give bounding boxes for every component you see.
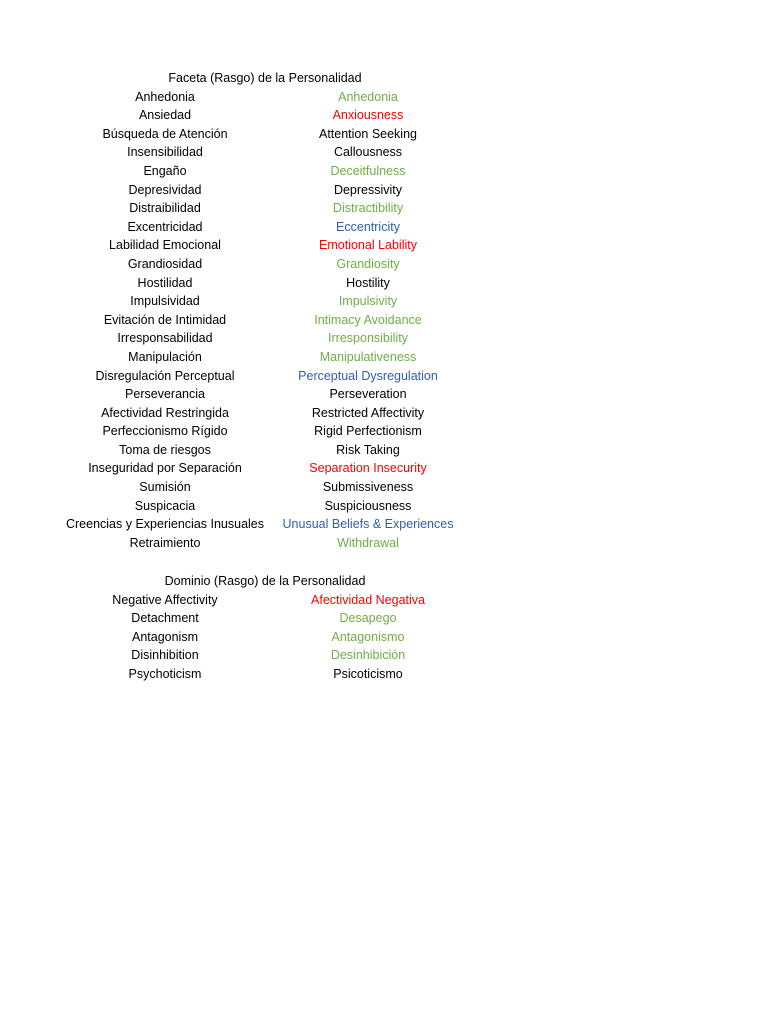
facet-row-col-right: Emotional Lability: [319, 238, 417, 253]
domain-table: [0, 572, 768, 684]
facet-row-col-left: Ansiedad: [138, 108, 192, 123]
facet-row: [0, 404, 768, 423]
facet-row-col-right: Risk Taking: [336, 442, 400, 457]
facet-row: [0, 497, 768, 516]
facet-row: [0, 255, 768, 274]
facet-row: [0, 88, 768, 107]
facet-row-col-left: Sumisión: [139, 480, 191, 495]
facet-row-col-right: Perseveration: [329, 387, 407, 402]
domain-row-col-right: Antagonismo: [331, 629, 405, 644]
facet-row-col-right: Submissiveness: [322, 480, 414, 495]
domain-row: [0, 665, 768, 684]
facet-row-col-left: Creencias y Experiencias Inusuales: [65, 517, 265, 532]
facet-row-col-right: Deceitfulness: [330, 163, 406, 178]
facet-row-col-left: Distraibilidad: [129, 201, 201, 216]
facet-row: [0, 385, 768, 404]
facet-row-col-right: Attention Seeking: [319, 126, 417, 141]
facet-row-col-left: Retraimiento: [129, 535, 201, 550]
facet-row-col-right: Separation Insecurity: [309, 461, 427, 476]
facet-row: [0, 459, 768, 478]
facet-row-col-right: Irresponsibility: [328, 331, 408, 346]
domain-row-col-right: Afectividad Negativa: [311, 592, 425, 607]
facet-row-col-left: Evitación de Intimidad: [103, 312, 227, 327]
facet-row: [0, 236, 768, 255]
facet-row-col-left: Grandiosidad: [127, 256, 203, 271]
facet-row-col-left: Perseverancia: [125, 387, 205, 402]
domain-row-col-left: Disinhibition: [131, 648, 199, 663]
facet-row-col-right: Rigid Perfectionism: [314, 424, 422, 439]
facet-row: [0, 162, 768, 181]
facet-row: [0, 534, 768, 553]
facet-row: [0, 329, 768, 348]
facet-row-col-right: Perceptual Dysregulation: [298, 368, 438, 383]
facet-row: [0, 292, 768, 311]
domain-row: [0, 609, 768, 628]
facet-row-col-left: Búsqueda de Atención: [102, 126, 228, 141]
facet-row: [0, 143, 768, 162]
domain-row-col-right: Psicoticismo: [333, 666, 403, 681]
domain-row: [0, 646, 768, 665]
facet-row-col-left: Perfeccionismo Rígido: [102, 424, 228, 439]
facet-row-col-left: Toma de riesgos: [119, 442, 211, 457]
facet-row: [0, 125, 768, 144]
facet-row: [0, 274, 768, 293]
facet-row-col-left: Labilidad Emocional: [109, 238, 221, 253]
facet-table-title: Faceta (Rasgo) de la Personalidad: [168, 71, 362, 85]
facet-row-col-right: Intimacy Avoidance: [314, 312, 422, 327]
facet-row-col-right: Impulsivity: [338, 294, 398, 309]
facet-table: [0, 69, 768, 552]
domain-rows: [0, 591, 768, 684]
facet-row-col-right: Restricted Affectivity: [311, 405, 425, 420]
facet-row-col-left: Inseguridad por Separación: [88, 461, 242, 476]
facet-row-col-left: Impulsividad: [130, 294, 200, 309]
facet-row: [0, 199, 768, 218]
facet-row: [0, 441, 768, 460]
facet-row-col-left: Excentricidad: [127, 219, 203, 234]
facet-row-col-left: Insensibilidad: [127, 145, 203, 160]
domain-row: [0, 591, 768, 610]
facet-row-col-right: Anhedonia: [338, 89, 398, 104]
domain-row-col-right: Desinhibición: [330, 648, 406, 663]
facet-row: [0, 422, 768, 441]
facet-row-col-right: Grandiosity: [336, 256, 400, 271]
facet-row: [0, 367, 768, 386]
facet-row: [0, 311, 768, 330]
domain-row-col-right: Desapego: [339, 611, 397, 626]
facet-row-col-right: Distractibility: [332, 201, 404, 216]
facet-row-col-right: Callousness: [333, 145, 403, 160]
facet-row-col-left: Anhedonia: [135, 89, 195, 104]
facet-row-col-right: Withdrawal: [337, 535, 399, 550]
domain-row-col-left: Detachment: [131, 611, 199, 626]
facet-row-col-right: Hostility: [346, 275, 390, 290]
facet-row-col-right: Suspiciousness: [324, 498, 412, 513]
facet-row-col-left: Manipulación: [128, 349, 202, 364]
facet-row-col-right: Depressivity: [333, 182, 403, 197]
domain-table-title: Dominio (Rasgo) de la Personalidad: [164, 574, 366, 588]
facet-row: [0, 515, 768, 534]
facet-row: [0, 181, 768, 200]
facet-row-col-left: Irresponsabilidad: [117, 331, 213, 346]
facet-row-col-left: Engaño: [143, 163, 187, 178]
facet-row-col-left: Afectividad Restringida: [101, 405, 229, 420]
facet-row-col-right: Anxiousness: [332, 108, 404, 123]
facet-row-col-right: Unusual Beliefs & Experiences: [282, 517, 454, 532]
facet-row-col-left: Hostilidad: [137, 275, 193, 290]
domain-row-col-left: Antagonism: [131, 629, 198, 644]
facet-row: [0, 348, 768, 367]
facet-row: [0, 218, 768, 237]
domain-row: [0, 628, 768, 647]
facet-row-col-left: Suspicacia: [134, 498, 196, 513]
facet-rows: [0, 88, 768, 553]
facet-row-col-left: Depresividad: [128, 182, 202, 197]
facet-row-col-left: Disregulación Perceptual: [95, 368, 235, 383]
facet-row-col-right: Eccentricity: [336, 219, 400, 234]
facet-row-col-right: Manipulativeness: [319, 349, 417, 364]
facet-row: [0, 106, 768, 125]
domain-row-col-left: Psychoticism: [128, 666, 202, 681]
domain-row-col-left: Negative Affectivity: [112, 592, 218, 607]
facet-row: [0, 478, 768, 497]
